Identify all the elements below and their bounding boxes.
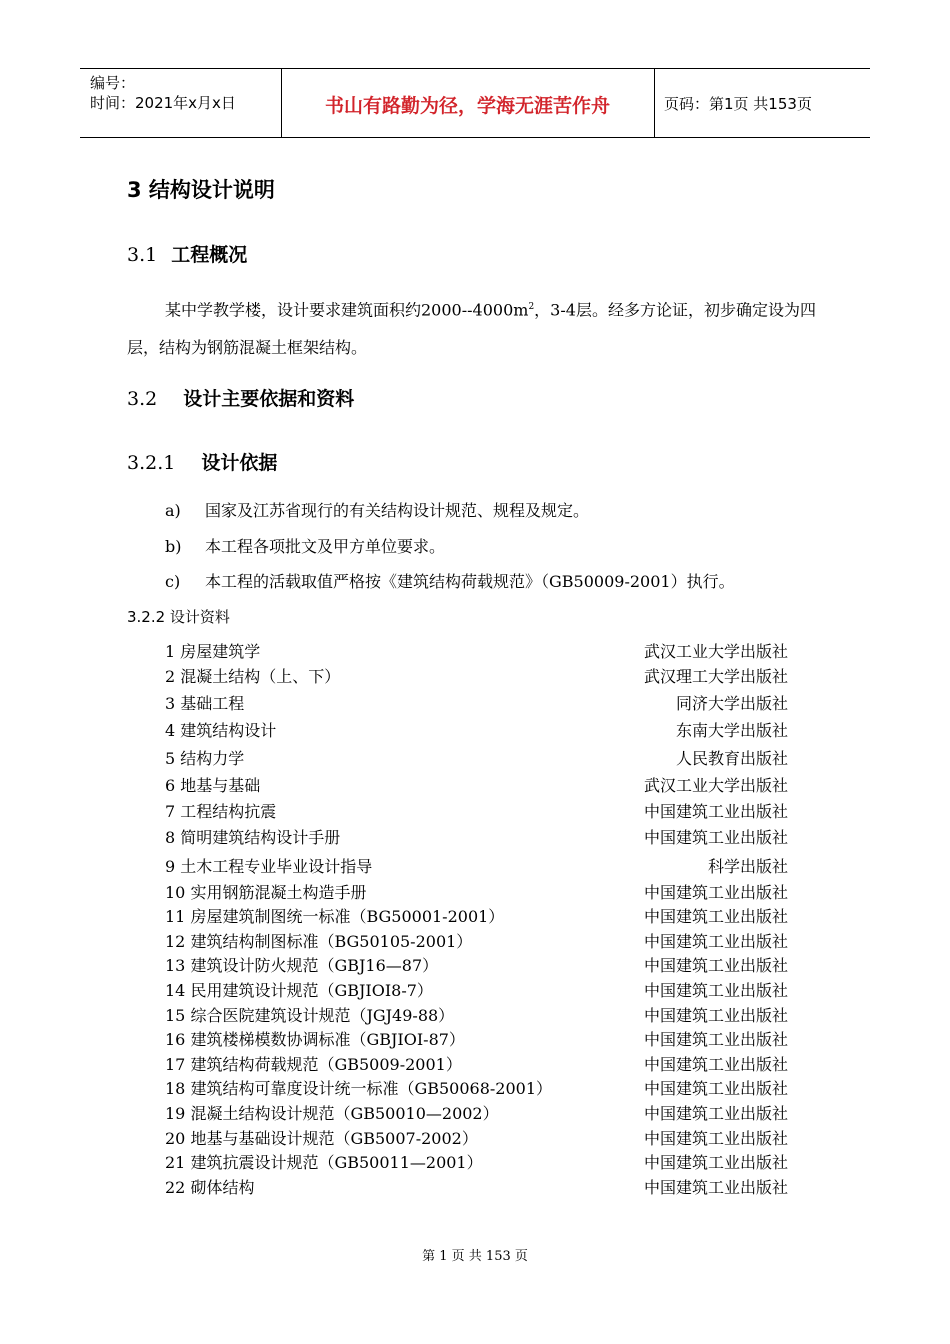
section-number: 3.2 — [127, 388, 158, 410]
time-label: 时间：2021年x月x日 — [90, 94, 236, 112]
page-footer: 第 1 页 共 153 页 — [422, 1249, 528, 1264]
reference-item: 12 建筑结构制图标准（BG50105-2001） 中国建筑工业出版社 — [165, 931, 788, 951]
basis-item: c) 本工程的活载取值严格按《建筑结构荷载规范》（GB50009-2001）执行。 — [165, 572, 735, 591]
header-divider — [654, 69, 655, 137]
section-heading-3-1 — [127, 240, 247, 267]
reference-item: 1 房屋建筑学 武汉工业大学出版社 — [165, 642, 788, 661]
overview-paragraph: 某中学教学楼，设计要求建筑面积约$2000--4000m^2$，3-4层。经多方论证，初步确定设为四层，结构为钢筋混凝土框架结构。 — [127, 300, 816, 358]
reference-item: 14 民用建筑设计规范（GBJIOI8-7） 中国建筑工业出版社 — [165, 980, 788, 1000]
reference-item: 13 建筑设计防火规范（GBJ16—87） 中国建筑工业出版社 — [165, 956, 788, 976]
basis-item: b) 本工程各项批文及甲方单位要求。 — [165, 537, 446, 556]
basis-item: a) 国家及江苏省现行的有关结构设计规范、规程及规定。 — [165, 501, 590, 520]
reference-item: 8 简明建筑结构设计手册 中国建筑工业出版社 — [165, 827, 788, 847]
section-heading-3-2-1 — [127, 448, 277, 475]
section-title: 工程概况 — [171, 244, 248, 266]
reference-item: 10 实用钢筋混凝土构造手册 中国建筑工业出版社 — [165, 882, 788, 902]
reference-list — [165, 640, 788, 1200]
reference-item: 20 地基与基础设计规范（GB5007-2002） 中国建筑工业出版社 — [165, 1128, 788, 1148]
reference-item: 2 混凝土结构（上、下） 武汉理工大学出版社 — [165, 666, 788, 686]
header-page-label: 页码：第1页 共153页 — [664, 95, 812, 113]
header-motto: 书山有路勤为径，学海无涯苦作舟 — [324, 95, 610, 117]
reference-item: 15 综合医院建筑设计规范（JGJ49-88） 中国建筑工业出版社 — [165, 1005, 788, 1025]
reference-item: 19 混凝土结构设计规范（GB50010—2002） 中国建筑工业出版社 — [165, 1103, 788, 1123]
section-number: 3.2.1 — [127, 452, 176, 474]
section-heading-3-2 — [127, 384, 354, 411]
reference-item: 4 建筑结构设计 东南大学出版社 — [165, 720, 788, 740]
reference-item: 9 土木工程专业毕业设计指导 科学出版社 — [165, 856, 788, 876]
reference-item: 5 结构力学 人民教育出版社 — [165, 748, 788, 768]
header-meta — [90, 73, 236, 113]
reference-item: 7 工程结构抗震 中国建筑工业出版社 — [165, 801, 788, 821]
page-header-table — [80, 68, 870, 138]
section-title: 设计主要依据和资料 — [183, 388, 355, 410]
reference-item: 17 建筑结构荷载规范（GB5009-2001） 中国建筑工业出版社 — [165, 1054, 788, 1074]
reference-item: 22 砌体结构 中国建筑工业出版社 — [165, 1177, 788, 1197]
chapter-title: 3 结构设计说明 — [127, 178, 275, 202]
number-label: 编号： — [90, 74, 136, 92]
section-title: 设计依据 — [201, 452, 278, 474]
reference-item: 6 地基与基础 武汉工业大学出版社 — [165, 775, 788, 795]
subsection-3-2-2: 3.2.2 设计资料 — [127, 608, 230, 626]
reference-item: 21 建筑抗震设计规范（GB50011—2001） 中国建筑工业出版社 — [165, 1153, 788, 1173]
reference-item: 11 房屋建筑制图统一标准（BG50001-2001） 中国建筑工业出版社 — [165, 907, 788, 927]
section-number: 3.1 — [127, 244, 158, 266]
reference-item: 18 建筑结构可靠度设计统一标准（GB50068-2001） 中国建筑工业出版社 — [165, 1079, 788, 1099]
reference-item: 3 基础工程 同济大学出版社 — [165, 693, 788, 713]
reference-item: 16 建筑楼梯模数协调标准（GBJIOI-87） 中国建筑工业出版社 — [165, 1030, 788, 1050]
